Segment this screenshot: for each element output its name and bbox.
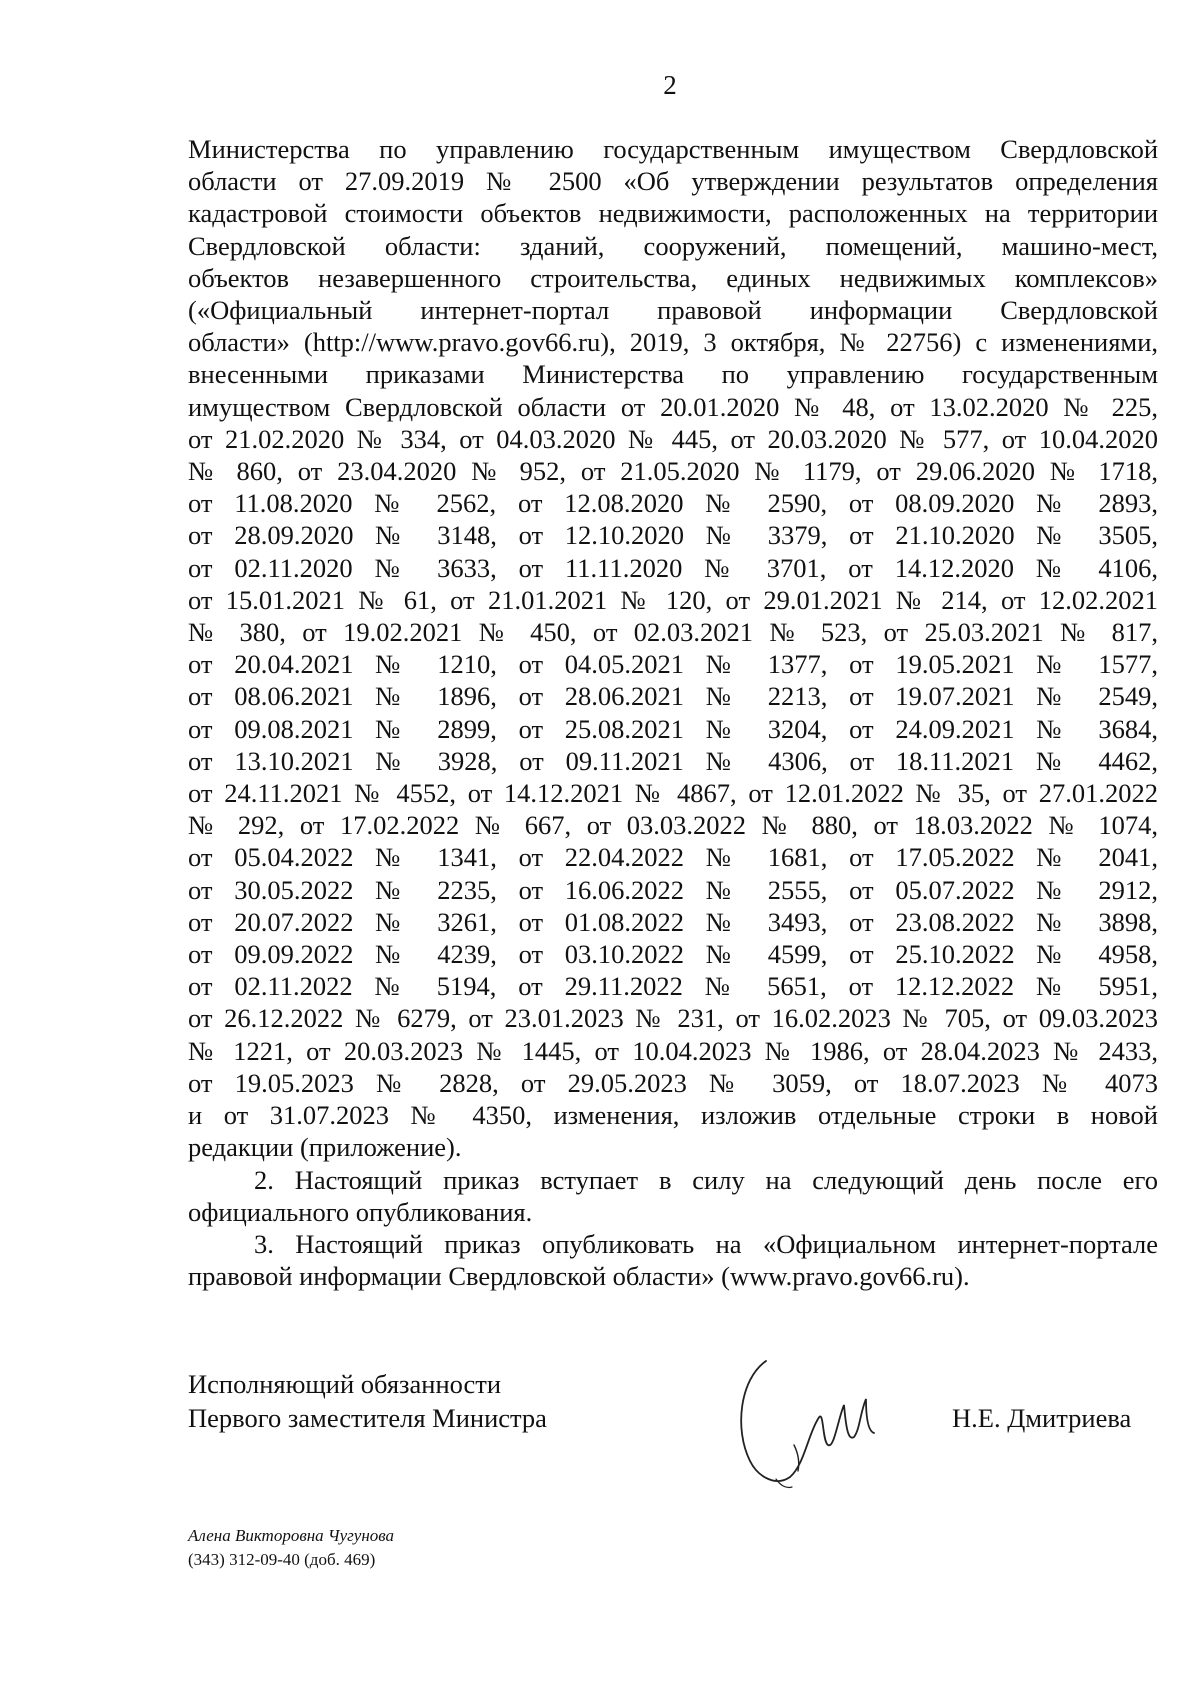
text-line: от 19.05.2023 № 2828, от 29.05.2023 № 3059, от 18.07.2023 № 4073 xyxy=(188,1067,1158,1098)
executor-phone: (343) 312-09-40 (доб. 469) xyxy=(188,1550,376,1569)
text-line: от 28.09.2020 № 3148, от 12.10.2020 № 3379, от 21.10.2020 № 3505, xyxy=(188,520,1158,551)
page-number: 2 xyxy=(663,70,677,100)
text-line: № 1221, от 20.03.2023 № 1445, от 10.04.2023 № 1986, от 28.04.2023 № 2433, xyxy=(188,1035,1158,1066)
text-line: редакции (приложение). xyxy=(188,1132,462,1163)
text-line: от 24.11.2021 № 4552, от 14.12.2021 № 4867, от 12.01.2022 № 35, от 27.01.2022 xyxy=(188,778,1158,809)
text-line: официального опубликования. xyxy=(188,1196,533,1227)
signatory-position-line: Исполняющий обязанности xyxy=(188,1369,502,1399)
signatory-name: Н.Е. Дмитриева xyxy=(952,1403,1132,1433)
text-line: области» (http://www.pravo.gov66.ru), 2019, 3 октября, № 22756) с изменениями, xyxy=(188,327,1158,358)
text-line: от 02.11.2022 № 5194, от 29.11.2022 № 5651, от 12.12.2022 № 5951, xyxy=(188,971,1158,1002)
text-line: и от 31.07.2023 № 4350, изменения, изложив отдельные строки в новой xyxy=(188,1100,1158,1131)
paragraph-publication xyxy=(188,1228,1158,1292)
text-line: области от 27.09.2019 № 2500 «Об утверждении результатов определения xyxy=(188,166,1158,197)
text-line: от 09.08.2021 № 2899, от 25.08.2021 № 3204, от 24.09.2021 № 3684, xyxy=(188,713,1158,744)
text-line: от 30.05.2022 № 2235, от 16.06.2022 № 2555, от 05.07.2022 № 2912, xyxy=(188,874,1158,905)
text-line: 2. Настоящий приказ вступает в силу на следующий день после его xyxy=(254,1164,1158,1195)
document-body xyxy=(188,133,1158,1292)
text-line: от 15.01.2021 № 61, от 21.01.2021 № 120, от 29.01.2021 № 214, от 12.02.2021 xyxy=(188,584,1158,615)
text-line: имуществом Свердловской области от 20.01.2020 № 48, от 13.02.2020 № 225, xyxy=(188,391,1158,422)
text-line: № 380, от 19.02.2021 № 450, от 02.03.2021 № 523, от 25.03.2021 № 817, xyxy=(188,617,1158,648)
text-line: от 20.04.2021 № 1210, от 04.05.2021 № 1377, от 19.05.2021 № 1577, xyxy=(188,649,1158,680)
paragraph-effective-date xyxy=(188,1164,1158,1228)
text-line: Министерства по управлению государственным имуществом Свердловской xyxy=(188,134,1158,164)
handwritten-signature xyxy=(728,1349,898,1499)
text-line: от 02.11.2020 № 3633, от 11.11.2020 № 3701, от 14.12.2020 № 4106, xyxy=(188,552,1158,583)
text-line: внесенными приказами Министерства по управлению государственным xyxy=(188,359,1158,390)
text-line: объектов незавершенного строительства, единых недвижимых комплексов» xyxy=(188,262,1158,293)
text-line: правовой информации Свердловской области» (www.pravo.gov66.ru). xyxy=(188,1261,970,1292)
text-line: от 20.07.2022 № 3261, от 01.08.2022 № 3493, от 23.08.2022 № 3898, xyxy=(188,906,1158,937)
text-line: 3. Настоящий приказ опубликовать на «Официальном интернет-портале xyxy=(254,1228,1158,1259)
executor-contact xyxy=(188,1524,394,1572)
text-line: («Официальный интернет-портал правовой информации Свердловской xyxy=(188,295,1158,326)
text-line: от 08.06.2021 № 1896, от 28.06.2021 № 2213, от 19.07.2021 № 2549, xyxy=(188,681,1158,712)
text-line: от 11.08.2020 № 2562, от 12.08.2020 № 2590, от 08.09.2020 № 2893, xyxy=(188,488,1158,519)
signature-block xyxy=(188,1367,1168,1507)
text-line: от 13.10.2021 № 3928, от 09.11.2021 № 4306, от 18.11.2021 № 4462, xyxy=(188,745,1158,776)
text-line: от 21.02.2020 № 334, от 04.03.2020 № 445, от 20.03.2020 № 577, от 10.04.2020 xyxy=(188,423,1158,454)
paragraph-amendments xyxy=(188,133,1158,1164)
text-line: Свердловской области: зданий, сооружений, помещений, машино-мест, xyxy=(188,230,1158,261)
signatory-position xyxy=(188,1367,547,1435)
text-line: от 09.09.2022 № 4239, от 03.10.2022 № 4599, от 25.10.2022 № 4958, xyxy=(188,939,1158,970)
text-line: от 05.04.2022 № 1341, от 22.04.2022 № 1681, от 17.05.2022 № 2041, xyxy=(188,842,1158,873)
signatory-position-line: Первого заместителя Министра xyxy=(188,1403,547,1433)
executor-name: Алена Викторовна Чугунова xyxy=(188,1526,395,1545)
text-line: № 860, от 23.04.2020 № 952, от 21.05.2020 № 1179, от 29.06.2020 № 1718, xyxy=(188,456,1158,487)
text-line: № 292, от 17.02.2022 № 667, от 03.03.2022 № 880, от 18.03.2022 № 1074, xyxy=(188,810,1158,841)
text-line: кадастровой стоимости объектов недвижимости, расположенных на территории xyxy=(188,198,1158,229)
text-line: от 26.12.2022 № 6279, от 23.01.2023 № 231, от 16.02.2023 № 705, от 09.03.2023 xyxy=(188,1003,1158,1034)
